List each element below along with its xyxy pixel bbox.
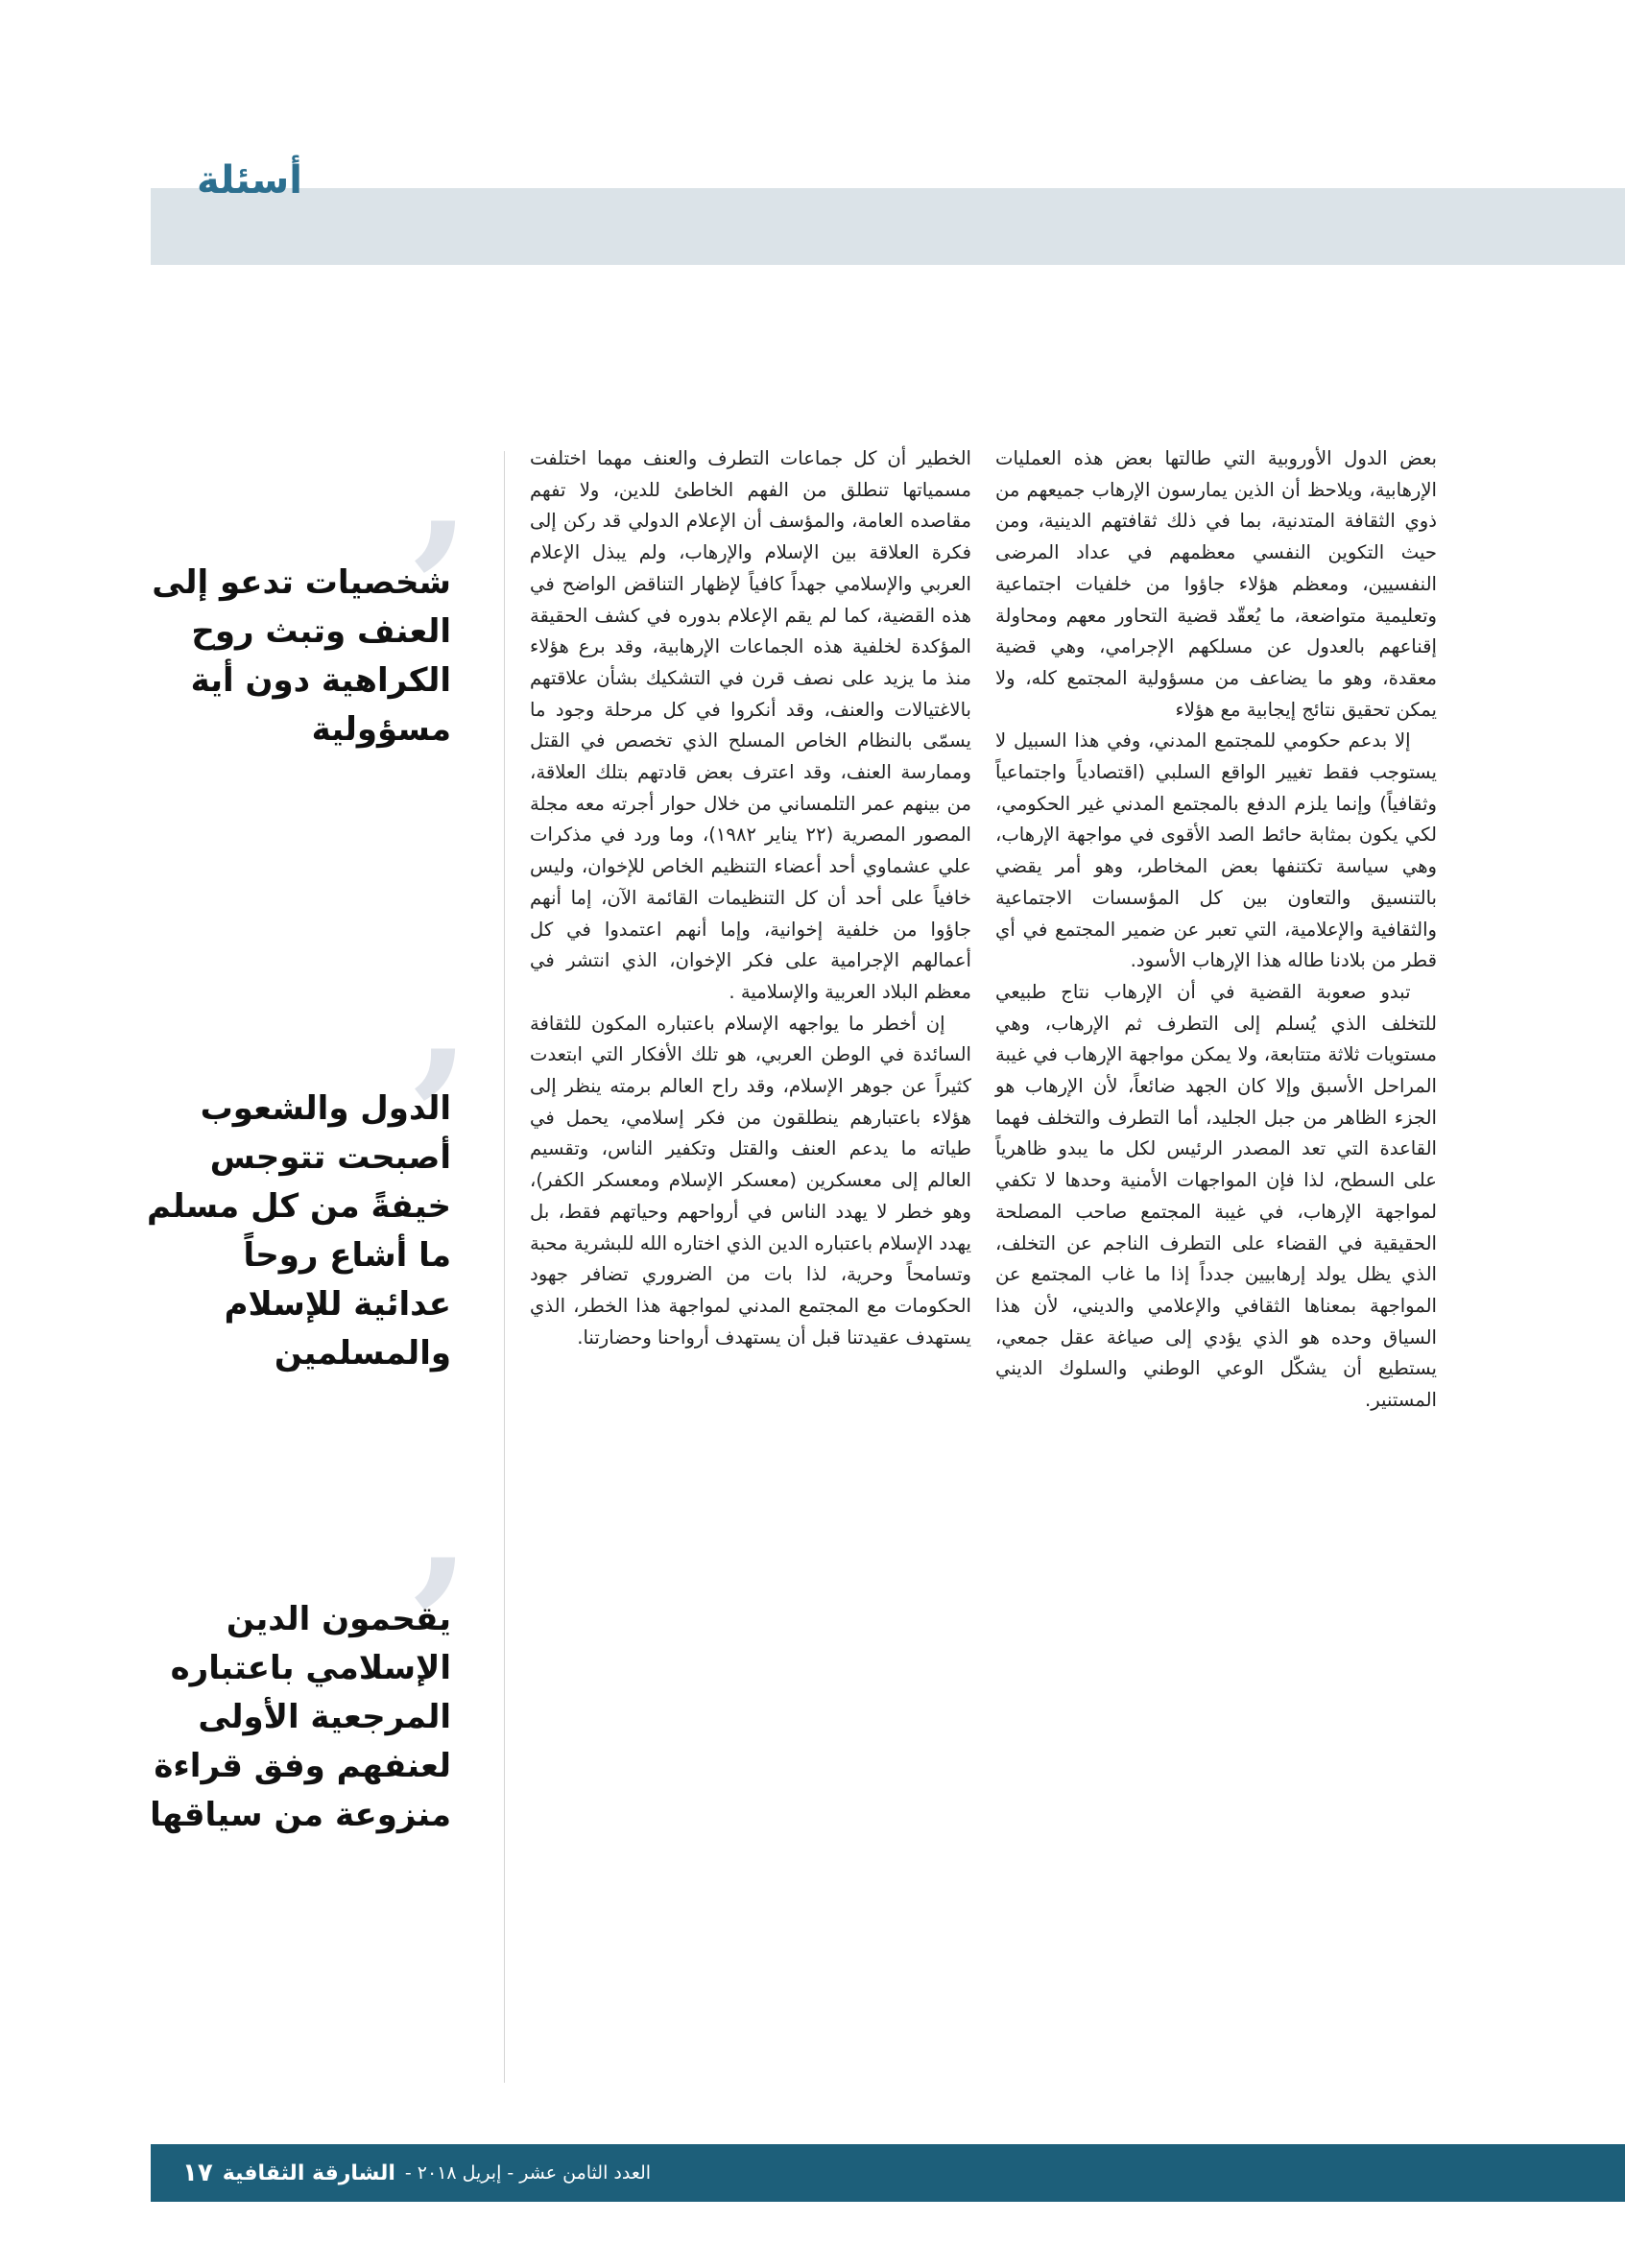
pull-quote-3: يقحمون الدين الإسلامي باعتباره المرجعية الأولى لعنفهم وفق قراءة منزوعة من سياقها [150, 1600, 451, 1834]
column-divider [504, 451, 505, 2083]
issue-info: العدد الثامن عشر - إبريل ٢٠١٨ - [404, 2162, 652, 2184]
paragraph: بعض الدول الأوروبية التي طالتها بعض هذه العمليات الإرهابية، ويلاحظ أن الذين يمارسون الإرهاب جميعهم من ذوي الثقافة المتدنية، بما في ذلك ثقافتهم الدينية، ومن حيث التكوين النفسي معظمهم في عداد المرضى النفسيين، ومعظم هؤلاء جاؤوا من خلفيات اجتماعية وتعليمية متواضعة، ما يُعقّد قضية التحاور معهم ومحاولة إقناعهم بالعدول عن مسلكهم الإجرامي، وهي قضية معقدة، وهو ما يضاعف من مسؤولية المجتمع كله، ولا يمكن تحقيق نتائج إيجابية مع هؤلاء [995, 447, 1437, 721]
article-column-right [995, 443, 1437, 1417]
footer-text [182, 2159, 651, 2187]
magazine-name: الشارقة الثقافية [222, 2161, 395, 2185]
section-title: أسئلة [197, 158, 302, 203]
article-column-middle [530, 443, 971, 1353]
paragraph: الخطير أن كل جماعات التطرف والعنف مهما اختلفت مسمياتها تنطلق من الفهم الخاطئ للدين، ولا تفهم مقاصده العامة، والمؤسف أن الإعلام الدولي قد ركن إلى فكرة العلاقة بين الإسلام والإرهاب، ولم يبذل الإعلام العربي والإسلامي جهداً كافياً لإظهار التناقض الواضح في هذه القضية، كما لم يقم الإعلام بدوره في كشف الحقيقة المؤكدة لخلفية هذه الجماعات الإرهابية، وقد برع هؤلاء منذ ما يزيد على نصف قرن في التشكيك بشأن علاقتهم بالاغتيالات والعنف، وقد أنكروا في كل مرحلة وجود ما يسمّى بالنظام الخاص المسلح الذي تخصص في القتل وممارسة العنف، وقد اعترف بعض قادتهم بتلك العلاقة، من بينهم عمر التلمساني من خلال حوار أجرته معه مجلة المصور المصرية (٢٢ يناير ١٩٨٢)، وما ورد في مذكرات علي عشماوي أحد أعضاء التنظيم الخاص للإخوان، وليس خافياً على أحد أن كل التنظيمات القائمة الآن، إما أنهم جاؤوا من خلفية إخوانية، وإما أنهم اعتمدوا في كل أعمالهم الإجرامية على فكر الإخوان، الذي انتشر في معظم البلاد العربية والإسلامية . [530, 447, 971, 1003]
paragraph: إلا بدعم حكومي للمجتمع المدني، وفي هذا السبيل لا يستوجب فقط تغيير الواقع السلبي (اقتصادياً واجتماعياً وثقافياً) وإنما يلزم الدفع بالمجتمع المدني غير الحكومي، لكي يكون بمثابة حائط الصد الأقوى في مواجهة الإرهاب، وهي سياسة تكتنفها بعض المخاطر، وهو أمر يقضي بالتنسيق والتعاون بين كل المؤسسات الاجتماعية والثقافية والإعلامية، التي تعبر عن ضمير المجتمع في أي قطر من بلادنا طاله هذا الإرهاب الأسود. [995, 729, 1437, 972]
pull-quote-1: شخصيات تدعو إلى العنف وتبث روح الكراهية دون أية مسؤولية [152, 563, 451, 749]
paragraph: إن أخطر ما يواجهه الإسلام باعتباره المكون للثقافة السائدة في الوطن العربي، هو تلك الأفكار التي ابتعدت كثيراً عن جوهر الإسلام، وقد راح العالم برمته ينظر إلى هؤلاء باعتبارهم ينطلقون من فكر إسلامي، يحمل في طياته ما يدعم العنف والقتل وتكفير الناس، وتقسيم العالم إلى معسكرين (معسكر الإسلام ومعسكر الكفر)، وهو خطر لا يهدد الناس في أرواحهم وحياتهم فقط، بل يهدد الإسلام باعتباره الدين الذي اختاره الله للبشرية محبة وتسامحاً وحرية، لذا بات من الضروري تضافر جهود الحكومات مع المجتمع المدني لمواجهة هذا الخطر، الذي يستهدف عقيدتنا قبل أن يستهدف أرواحنا وحضارتنا. [530, 1012, 971, 1349]
quote-mark-icon: ’ [406, 1011, 470, 1225]
paragraph: تبدو صعوبة القضية في أن الإرهاب نتاج طبيعي للتخلف الذي يُسلم إلى التطرف ثم الإرهاب، وهي مستويات ثلاثة متتابعة، ولا يمكن مواجهة الإرهاب في غيبة المراحل الأسبق وإلا كان الجهد ضائعاً، لأن الإرهاب هو الجزء الظاهر من جبل الجليد، أما التطرف والتخلف فهما القاعدة التي تعد المصدر الرئيس لكل ما يبدو ظاهرياً على السطح، لذا فإن المواجهات الأمنية وحدها لا تكفي لمواجهة الإرهاب، في غيبة المجتمع صاحب المصلحة الحقيقية في القضاء على التطرف الناجم عن التخلف، الذي يظل يولد إرهابيين جدداً إذا ما غاب المجتمع عن المواجهة بمعناها الثقافي والإعلامي والديني، لأن هذا السياق وحده هو الذي يؤدي إلى صياغة عقل جمعي، يستطيع أن يشكّل الوعي الوطني والسلوك الديني المستنير. [995, 980, 1437, 1412]
page-number: ١٧ [182, 2159, 213, 2187]
quote-mark-icon: ’ [406, 483, 470, 697]
quote-mark-icon: ’ [406, 1519, 470, 1733]
header-band [151, 188, 1625, 265]
pull-quote-2: الدول والشعوب أصبحت تتوجس خيفةً من كل مسلم ما أشاع روحاً عدائية للإسلام والمسلمين [147, 1089, 451, 1373]
